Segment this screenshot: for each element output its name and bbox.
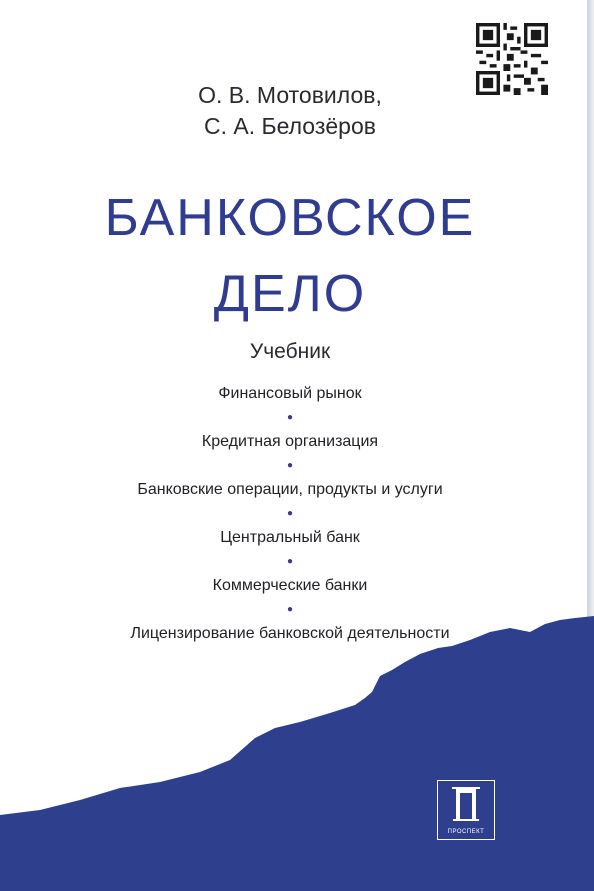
publisher-name: ПРОСПЕКТ [447,829,485,835]
topic-list [0,384,580,644]
bullet-icon: ● [286,556,294,567]
author-1: О. В. Мотовилов, [198,82,382,108]
author-2: С. А. Белозёров [204,113,376,139]
title-line-1: БАНКОВСКОЕ [104,189,476,247]
book-title [0,180,580,332]
topic-item: Лицензирование банковской деятельности [130,625,450,642]
bullet-icon: ● [286,412,294,423]
authors [0,80,580,142]
publisher-logo-icon [437,780,495,840]
bullet-icon: ● [286,508,294,519]
topic-item: Финансовый рынок [218,385,362,402]
bullet-icon: ● [286,460,294,471]
mountain-graphic [0,610,594,891]
topic-item: Центральный банк [220,529,360,546]
topic-item: Кредитная организация [201,433,379,450]
topic-item: Банковские операции, продукты и услуги [137,481,443,498]
topic-item: Коммерческие банки [212,577,368,594]
book-subtitle: Учебник [249,340,331,363]
bullet-icon: ● [286,604,294,615]
publisher-building-icon [438,781,494,827]
title-line-2: ДЕЛО [213,265,367,323]
